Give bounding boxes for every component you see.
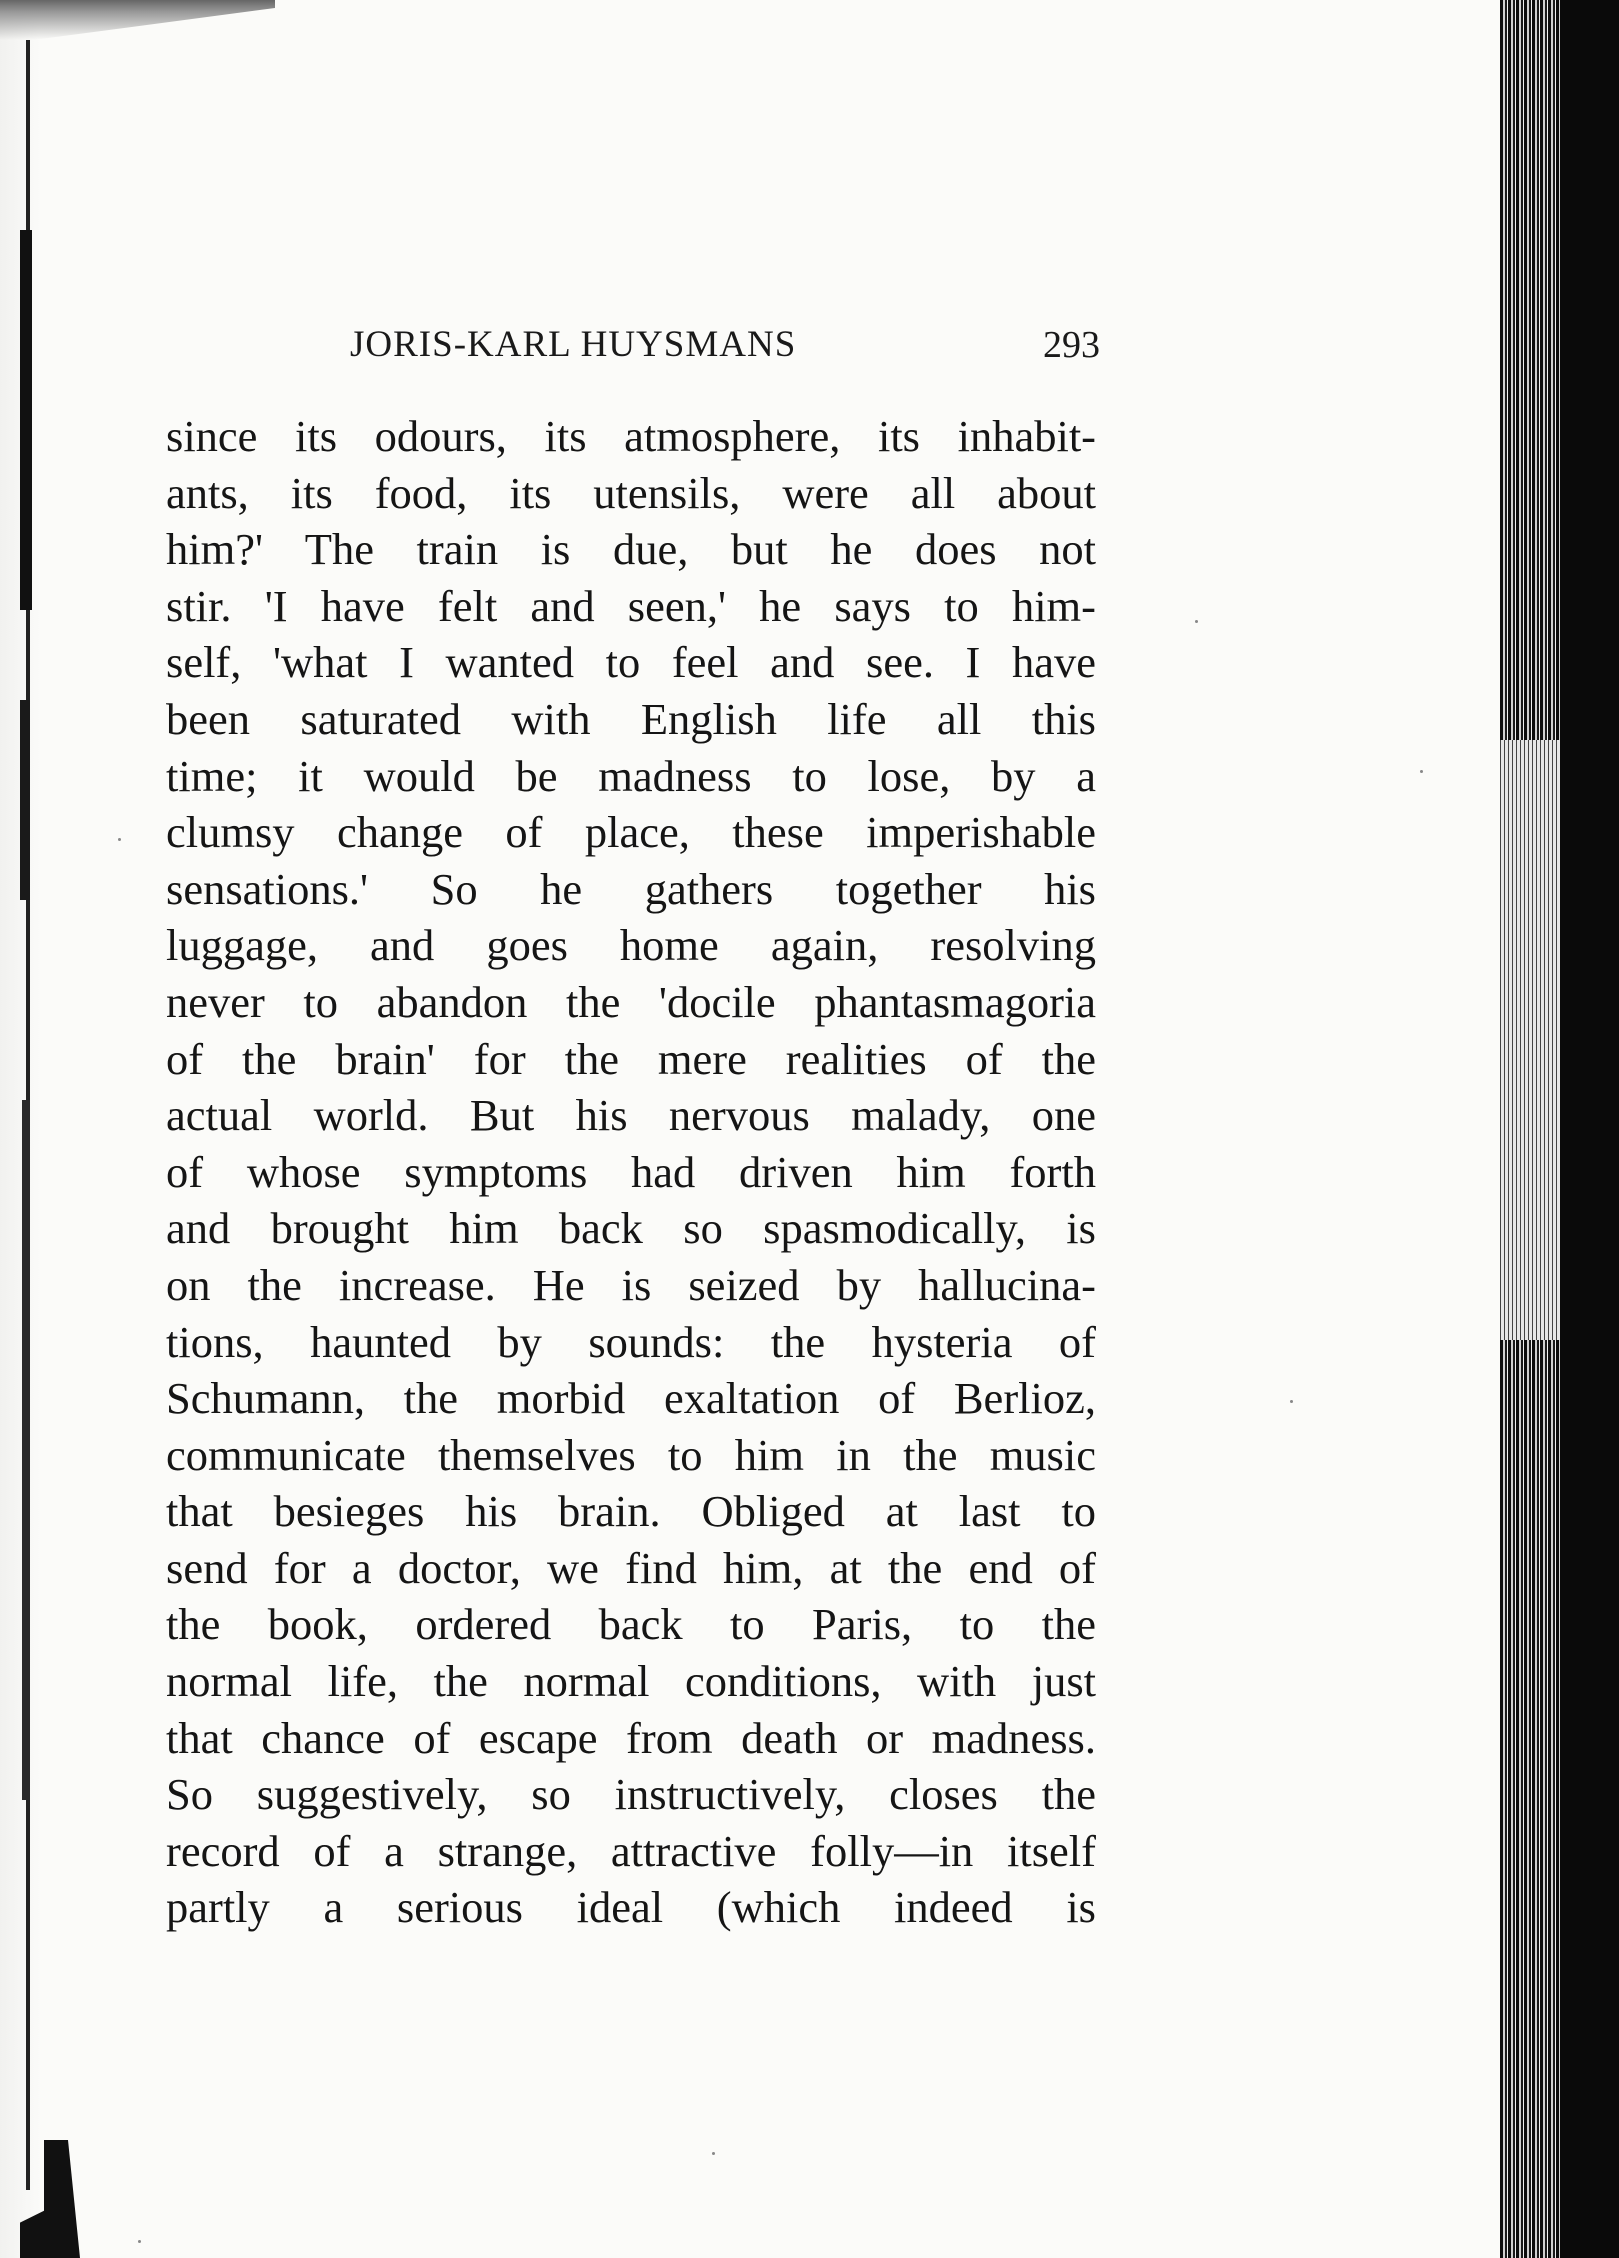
page-stack-light-band	[1500, 740, 1560, 1340]
speck	[138, 2240, 141, 2243]
text-line: luggage, and goes home again, resolving	[166, 920, 1096, 971]
page-number: 293	[1043, 324, 1100, 366]
binding-edge-shadow-middle	[20, 700, 30, 900]
page-stack-shadow	[1560, 0, 1619, 2258]
text-line: So suggestively, so instructively, closes the	[166, 1769, 1096, 1820]
text-line: been saturated with English life all this	[166, 693, 1096, 744]
text-line: the book, ordered back to Paris, to the	[166, 1599, 1096, 1650]
text-line: partly a serious ideal (which indeed is	[166, 1882, 1096, 1933]
text-line: record of a strange, attractive folly—in itself	[166, 1825, 1096, 1876]
text-line: that besieges his brain. Obliged at last to	[166, 1486, 1096, 1537]
text-line: time; it would be madness to lose, by a	[166, 750, 1096, 801]
text-line: on the increase. He is seized by hallucina-	[166, 1259, 1096, 1310]
binding-edge-shadow-lower	[22, 1100, 30, 1800]
speck	[1195, 620, 1198, 623]
text-line: stir. 'I have felt and seen,' he says to him-	[166, 580, 1096, 631]
text-line: of whose symptoms had driven him forth	[166, 1146, 1096, 1197]
text-line: clumsy change of place, these imperishable	[166, 807, 1096, 858]
text-line: that chance of escape from death or madness.	[166, 1712, 1096, 1763]
text-line: and brought him back so spasmodically, is	[166, 1203, 1096, 1254]
text-line: him?' The train is due, but he does not	[166, 524, 1096, 575]
text-line: sensations.' So he gathers together his	[166, 863, 1096, 914]
page-header	[350, 323, 1100, 383]
page-corner-shadow	[0, 0, 275, 40]
text-line: send for a doctor, we find him, at the end of	[166, 1542, 1096, 1593]
text-line: never to abandon the 'docile phantasmagoria	[166, 976, 1096, 1027]
binding-edge-shadow-upper	[20, 230, 32, 610]
speck	[1420, 770, 1423, 773]
running-head: JORIS-KARL HUYSMANS	[350, 324, 797, 365]
text-line: actual world. But his nervous malady, one	[166, 1090, 1096, 1141]
text-line: tions, haunted by sounds: the hysteria of	[166, 1316, 1096, 1367]
text-line: normal life, the normal conditions, with just	[166, 1656, 1096, 1707]
text-line: ants, its food, its utensils, were all about	[166, 467, 1096, 518]
text-line: communicate themselves to him in the music	[166, 1429, 1096, 1480]
text-line: self, 'what I wanted to feel and see. I have	[166, 637, 1096, 688]
speck	[118, 838, 121, 841]
text-line: since its odours, its atmosphere, its inhabit-	[166, 411, 1096, 461]
text-line: of the brain' for the mere realities of the	[166, 1033, 1096, 1084]
text-line: Schumann, the morbid exaltation of Berlioz,	[166, 1373, 1096, 1424]
body-text	[166, 408, 1096, 1936]
speck	[1290, 1400, 1293, 1403]
speck	[712, 2152, 715, 2155]
